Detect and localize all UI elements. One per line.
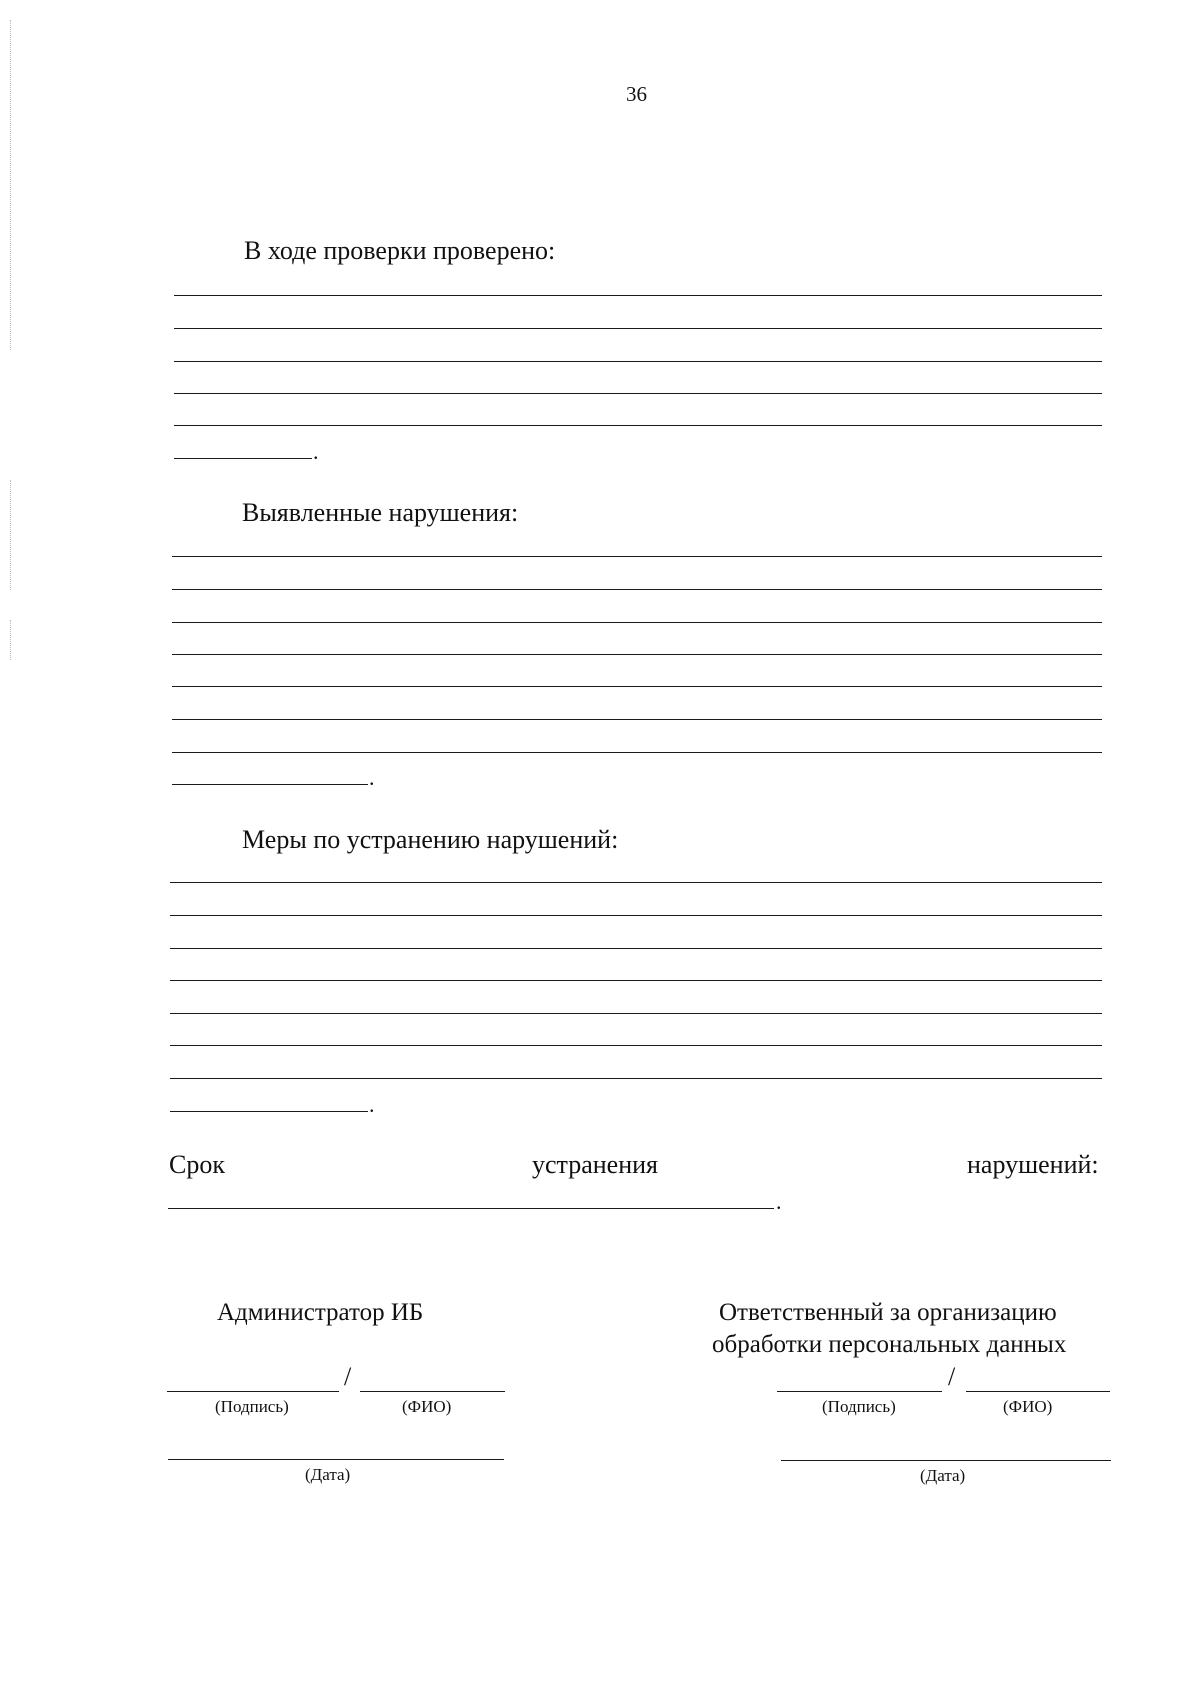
date-line[interactable] bbox=[781, 1460, 1111, 1461]
fill-line[interactable] bbox=[170, 1078, 1102, 1079]
scan-artifact bbox=[10, 20, 11, 350]
fill-line-short[interactable] bbox=[170, 1111, 368, 1112]
section-heading-checked: В ходе проверки проверено: bbox=[244, 236, 556, 265]
signatory-title-responsible-line2: обработки персональных данных bbox=[712, 1331, 1067, 1358]
signature-caption: (Подпись) bbox=[215, 1397, 289, 1416]
deadline-word-elimination: устранения bbox=[532, 1150, 659, 1179]
line-terminator: . bbox=[776, 1189, 782, 1214]
date-caption: (Дата) bbox=[920, 1466, 966, 1485]
signatory-title-admin: Администратор ИБ bbox=[217, 1299, 424, 1326]
fill-line[interactable] bbox=[172, 622, 1102, 623]
fill-line[interactable] bbox=[174, 328, 1102, 329]
fill-line-short[interactable] bbox=[172, 784, 368, 785]
fill-line[interactable] bbox=[172, 556, 1102, 557]
signature-slash: / bbox=[344, 1362, 352, 1391]
fill-line[interactable] bbox=[170, 1045, 1102, 1046]
fill-line[interactable] bbox=[174, 393, 1102, 394]
fill-line[interactable] bbox=[170, 948, 1102, 949]
signature-slash: / bbox=[948, 1362, 956, 1391]
fill-line[interactable] bbox=[174, 425, 1102, 426]
name-caption: (ФИО) bbox=[1003, 1397, 1053, 1416]
page-number: 36 bbox=[626, 82, 647, 106]
fill-line[interactable] bbox=[172, 752, 1102, 753]
date-caption: (Дата) bbox=[305, 1465, 351, 1484]
name-line[interactable] bbox=[360, 1391, 505, 1392]
scan-artifact bbox=[10, 480, 11, 590]
fill-line[interactable] bbox=[170, 980, 1102, 981]
name-caption: (ФИО) bbox=[402, 1397, 452, 1416]
line-terminator: . bbox=[313, 439, 319, 464]
fill-line[interactable] bbox=[172, 589, 1102, 590]
line-terminator: . bbox=[369, 1092, 375, 1117]
fill-line[interactable] bbox=[170, 1013, 1102, 1014]
fill-line[interactable] bbox=[170, 915, 1102, 916]
signature-line[interactable] bbox=[777, 1391, 942, 1392]
name-line[interactable] bbox=[966, 1391, 1110, 1392]
fill-line[interactable] bbox=[174, 361, 1102, 362]
fill-line[interactable] bbox=[172, 686, 1102, 687]
fill-line[interactable] bbox=[174, 295, 1102, 296]
section-heading-violations: Выявленные нарушения: bbox=[242, 498, 519, 527]
deadline-word-violations: нарушений: bbox=[967, 1150, 1099, 1179]
date-line[interactable] bbox=[168, 1459, 504, 1460]
deadline-word-srok: Срок bbox=[169, 1150, 225, 1179]
signature-line[interactable] bbox=[167, 1391, 339, 1392]
deadline-fill-line[interactable] bbox=[168, 1208, 774, 1209]
fill-line[interactable] bbox=[172, 654, 1102, 655]
signatory-title-responsible-line1: Ответственный за организацию bbox=[719, 1299, 1057, 1326]
line-terminator: . bbox=[369, 765, 375, 790]
section-heading-measures: Меры по устранению нарушений: bbox=[242, 825, 619, 854]
scan-artifact bbox=[10, 620, 11, 660]
fill-line[interactable] bbox=[172, 719, 1102, 720]
fill-line[interactable] bbox=[170, 882, 1102, 883]
fill-line-short[interactable] bbox=[174, 458, 312, 459]
signature-caption: (Подпись) bbox=[822, 1397, 896, 1416]
